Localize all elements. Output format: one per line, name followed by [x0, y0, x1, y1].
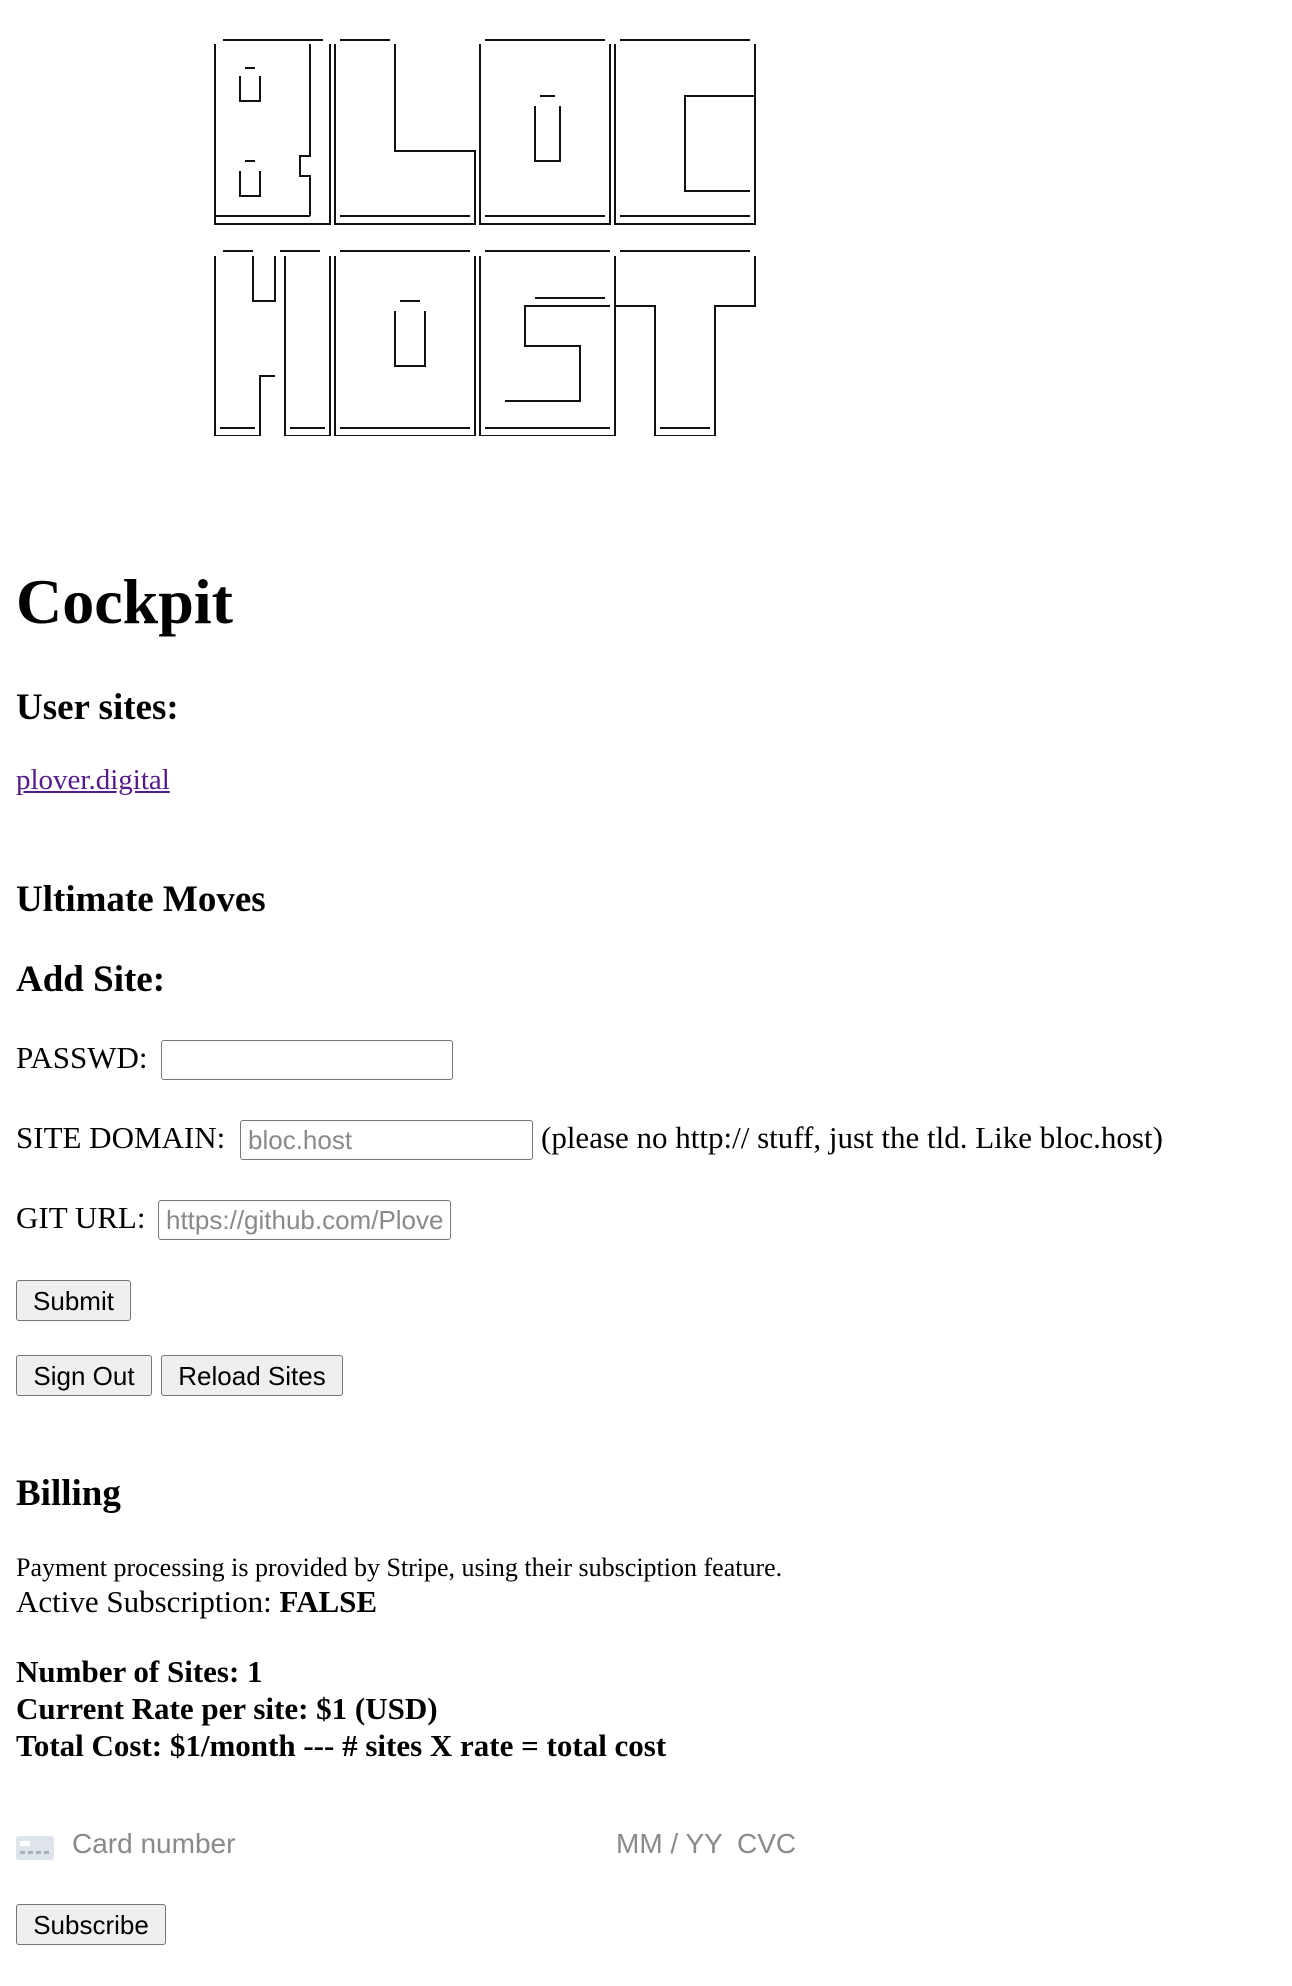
reload-sites-button[interactable]: Reload Sites — [161, 1355, 343, 1396]
card-cvc-input[interactable]: CVC — [737, 1828, 797, 1859]
rate-per-site: Current Rate per site: $1 (USD) — [16, 1691, 438, 1726]
number-of-sites: Number of Sites: 1 — [16, 1654, 263, 1689]
sign-out-button[interactable]: Sign Out — [16, 1355, 152, 1396]
ascii-logo-drawing — [205, 36, 765, 436]
total-cost: Total Cost: $1/month --- # sites X rate = total cost — [16, 1728, 667, 1763]
active-subscription-value: FALSE — [279, 1584, 378, 1619]
site-domain-note: (please no http:// stuff, just the tld. Like bloc.host) — [541, 1120, 1163, 1155]
billing-heading: Billing — [16, 1473, 121, 1514]
active-subscription-line — [16, 1584, 377, 1620]
card-expiry-input[interactable]: MM / YY — [616, 1828, 723, 1859]
add-site-heading: Add Site: — [16, 959, 166, 1000]
page-title: Cockpit — [16, 566, 233, 637]
git-url-label: GIT URL: — [16, 1200, 146, 1235]
subscribe-button[interactable]: Subscribe — [16, 1904, 166, 1945]
passwd-input[interactable] — [161, 1040, 453, 1080]
stripe-note: Payment processing is provided by Stripe, using their subsciption feature. — [16, 1553, 783, 1582]
site-link-plover-digital[interactable]: plover.digital — [16, 764, 170, 796]
passwd-label: PASSWD: — [16, 1040, 148, 1075]
stripe-card-element[interactable] — [16, 1824, 806, 1874]
submit-button[interactable]: Submit — [16, 1280, 131, 1321]
user-sites-heading: User sites: — [16, 687, 179, 728]
active-subscription-label: Active Subscription: — [16, 1584, 272, 1619]
site-domain-label: SITE DOMAIN: — [16, 1120, 226, 1155]
bloc-host-ascii-logo — [205, 36, 765, 436]
site-domain-input[interactable] — [240, 1120, 533, 1160]
git-url-input[interactable] — [158, 1200, 451, 1240]
card-number-input[interactable]: Card number — [72, 1828, 236, 1859]
ultimate-moves-heading: Ultimate Moves — [16, 879, 266, 920]
credit-card-icon — [16, 1836, 54, 1860]
